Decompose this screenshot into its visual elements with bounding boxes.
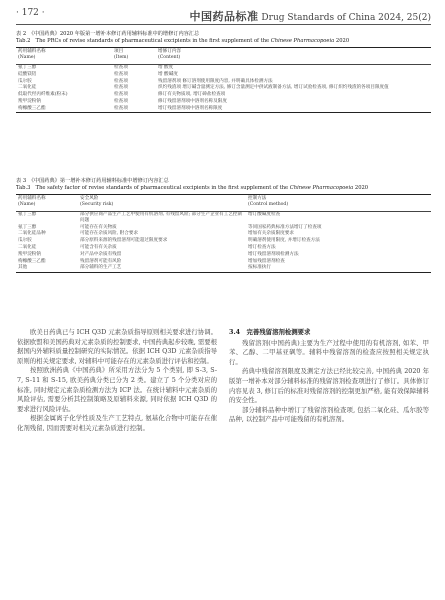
table-row bbox=[16, 99, 431, 106]
table2-col-item: 项目 (Item) bbox=[112, 48, 156, 62]
left-column-body bbox=[17, 328, 217, 434]
table-cell: 修订残留溶剂项中溶剂名称及限度 bbox=[158, 99, 227, 105]
table-cell: 按标准执行 bbox=[246, 265, 431, 272]
table-cell: 检查项 bbox=[114, 78, 128, 84]
table-row bbox=[16, 92, 431, 99]
table-row bbox=[16, 211, 431, 224]
table-cell: 可能存在杂质风险, 附合要求 bbox=[80, 231, 139, 237]
table-cell: 枸橼酸三乙酯 bbox=[16, 105, 112, 112]
table-cell: 检查项 bbox=[112, 105, 156, 112]
table-cell: 瓜尔胶 bbox=[18, 238, 32, 244]
journal-title bbox=[190, 8, 431, 24]
table-cell: 检查项 bbox=[114, 99, 128, 105]
table-cell: 氨丁三醇 bbox=[18, 65, 37, 71]
table-3 bbox=[16, 194, 431, 273]
table-cell: 氨丁三醇 bbox=[18, 212, 37, 218]
table-cell: 部分供应商产品生产工艺中使用有机溶剂, 有残留风险; 部分生产企业有工艺控制问题 bbox=[80, 212, 243, 223]
table3-caption-en: Tab.3 The safety factor of revise standards of pharmaceutical excipients in the first supplement of the Chinese Pharmacopoeia 2020 bbox=[16, 185, 369, 191]
table-cell: 残留溶剂可能有风险 bbox=[80, 258, 122, 264]
body-paragraph: 部分辅料品种中增订了残留溶剂检查项, 包括二氧化硅、瓜尔胶等品种, 以控制产品中可能残留的有机溶剂。 bbox=[229, 405, 429, 424]
table-cell: 检查项 bbox=[114, 71, 128, 77]
table-cell: 部分原料来源的残留溶剂可能超过限度要求 bbox=[80, 238, 168, 244]
table-cell: 炽灼残渣项 增订碱含量测定方法, 修订含量测定中供试液制备方法, 增订试验检查项, 修订炽灼残渣的各项目限度值 bbox=[158, 85, 389, 91]
table-cell: 残留溶剂项 修订溶剂使用限度内容, 并明确具体检测方法 bbox=[158, 78, 273, 84]
table-cell: 明确溶剂使用限度, 并增订检查方法 bbox=[248, 238, 320, 244]
header-rule bbox=[16, 24, 431, 25]
table-row bbox=[16, 71, 431, 78]
table3-caption-cn: 表 3 《中国药典》第一增补本修订药用辅料标准中增修订内容汇总 bbox=[16, 178, 169, 184]
table-cell: 低取代羟丙纤维素(粉末) bbox=[18, 92, 68, 98]
table-cell: 检查项 bbox=[114, 85, 128, 91]
table-cell: 增订酸碱度检查 bbox=[248, 212, 281, 218]
table-cell: 可能存在有关物质 bbox=[80, 224, 117, 230]
table-row bbox=[16, 105, 431, 112]
table-cell: 二氧化硅 bbox=[18, 85, 37, 91]
table-cell: 氨丁三醇 bbox=[18, 224, 37, 230]
body-paragraph: 欧美日药典已与 ICH Q3D 元素杂质指导原则相关要求进行协调。依据欧盟和美国药典对元素杂质的控制要求, 中国药典起步较晚, 需要根据国内外辅料质量控制研究的实际情况。依据 ICH Q3D 元素杂质指导原则的相关规定要求, 对辅料中可能存在的元素杂质进行评估和控制。 bbox=[17, 328, 217, 365]
body-paragraph: 药典中残留溶剂限度及测定方法已经比较完善, 中国药典 2020 年版第一增补本对部分辅料标准的残留溶剂检查项进行了修订。具体修订内容见表 3, 修订后的标准对残留溶剂的控制更加严格, 能有效保障辅料的安全性。 bbox=[229, 367, 429, 405]
table2-col-name: 药用辅料名称 (Name) bbox=[16, 48, 112, 62]
table-cell: 可能含有有关杂质 bbox=[80, 245, 117, 251]
table-cell: 检查项 bbox=[114, 65, 128, 71]
table-cell: 增 酸度 bbox=[158, 65, 174, 71]
body-paragraph: 按照欧洲药典《中国药典》所采用方法分为 5 个类别, 即 S-3, S-7, S-11 和 S-15, 欧美药典分类已分为 2 类。建立了 5 个分类对应的标准, 同时规定元素杂质检测方法为 ICP 法。在统计辅料中元素杂质的风险评估, 需要分析其控制策略及原辅料来源, 同时依据 ICH Q3D 的要求进行风险评估。 bbox=[17, 366, 217, 413]
table-cell: 部分辅料的生产工艺 bbox=[78, 265, 246, 272]
table-row bbox=[16, 265, 431, 272]
table-cell: 二氧化硅 bbox=[18, 245, 37, 251]
right-column-body bbox=[229, 328, 429, 425]
section-heading: 3.4 完善残留溶剂检测要求 bbox=[229, 328, 311, 336]
table-row bbox=[16, 251, 431, 258]
table2-col-content: 增修订内容 (Content) bbox=[156, 48, 431, 62]
table3-col-control: 控制方法 (Control method) bbox=[246, 195, 431, 209]
table-cell: 增订检查方法 bbox=[248, 245, 276, 251]
journal-title-en: Drug Standards of China 2024, 25(2) bbox=[261, 13, 431, 23]
table-cell: 增订残留溶剂项中溶剂名称限度 bbox=[156, 105, 431, 112]
table-cell: 羧甲淀粉钠 bbox=[18, 251, 41, 257]
table3-col-name: 药用辅料名称 (Name) bbox=[16, 195, 78, 209]
table-cell: 增 酸碱度 bbox=[158, 71, 178, 77]
table-cell: 硅酸镁铝 bbox=[18, 71, 37, 77]
table3-col-risk: 安全风险 (Security risk) bbox=[78, 195, 246, 209]
table-cell: 增加残留溶剂检查 bbox=[248, 258, 285, 264]
table-row bbox=[16, 78, 431, 85]
table-cell: 检查项 bbox=[114, 92, 128, 98]
table-cell: 羧甲淀粉钠 bbox=[18, 99, 41, 105]
table-row bbox=[16, 245, 431, 252]
table-cell: 二氧化硅品种 bbox=[18, 231, 46, 237]
journal-title-cn: 中国药品标准 bbox=[189, 10, 259, 23]
body-paragraph: 残留溶剂(中国药典)主要为生产过程中使用的有机溶剂, 如苯、甲苯、乙醇、二甲基亚砜等。辅料中残留溶剂的检查应按照相关规定执行。 bbox=[229, 338, 429, 366]
table-row bbox=[16, 85, 431, 92]
table-cell: 瓜尔胶 bbox=[18, 78, 32, 84]
table-cell: 等同国家药典标准方法增订了检查项 bbox=[248, 224, 322, 230]
page-number: · 172 · bbox=[16, 8, 45, 18]
table-cell: 其他 bbox=[16, 265, 78, 272]
table-row bbox=[16, 231, 431, 238]
body-paragraph: 根据金属离子化学性质及生产工艺特点, 氨基化合物中可能存在催化剂残留, 因而需要对相关元素杂质进行控制。 bbox=[17, 414, 217, 432]
table-cell: 增加有关杂质限度要求 bbox=[248, 231, 294, 237]
table-cell: 枸橼酸三乙酯 bbox=[18, 258, 46, 264]
table-cell: 修订有关物质项, 增订砷盐检查项 bbox=[158, 92, 226, 98]
table-2 bbox=[16, 47, 431, 113]
table-cell: 对产品中杂质有残留 bbox=[80, 251, 122, 257]
running-header bbox=[16, 8, 431, 24]
table-cell: 增订残留溶剂项检测方法 bbox=[248, 251, 299, 257]
table-row bbox=[16, 224, 431, 231]
table-row bbox=[16, 258, 431, 265]
table2-caption-en: Tab.2 The PRCs of revise standards of pharmaceutical excipients in the first supplement of the Chinese Pharmacopoeia 2020 bbox=[16, 38, 350, 44]
table-row bbox=[16, 238, 431, 245]
table-row bbox=[16, 64, 431, 71]
table2-caption-cn: 表 2 《中国药典》2020 年版第一增补本修订药用辅料标准中的增修订内容汇总 bbox=[16, 31, 200, 37]
